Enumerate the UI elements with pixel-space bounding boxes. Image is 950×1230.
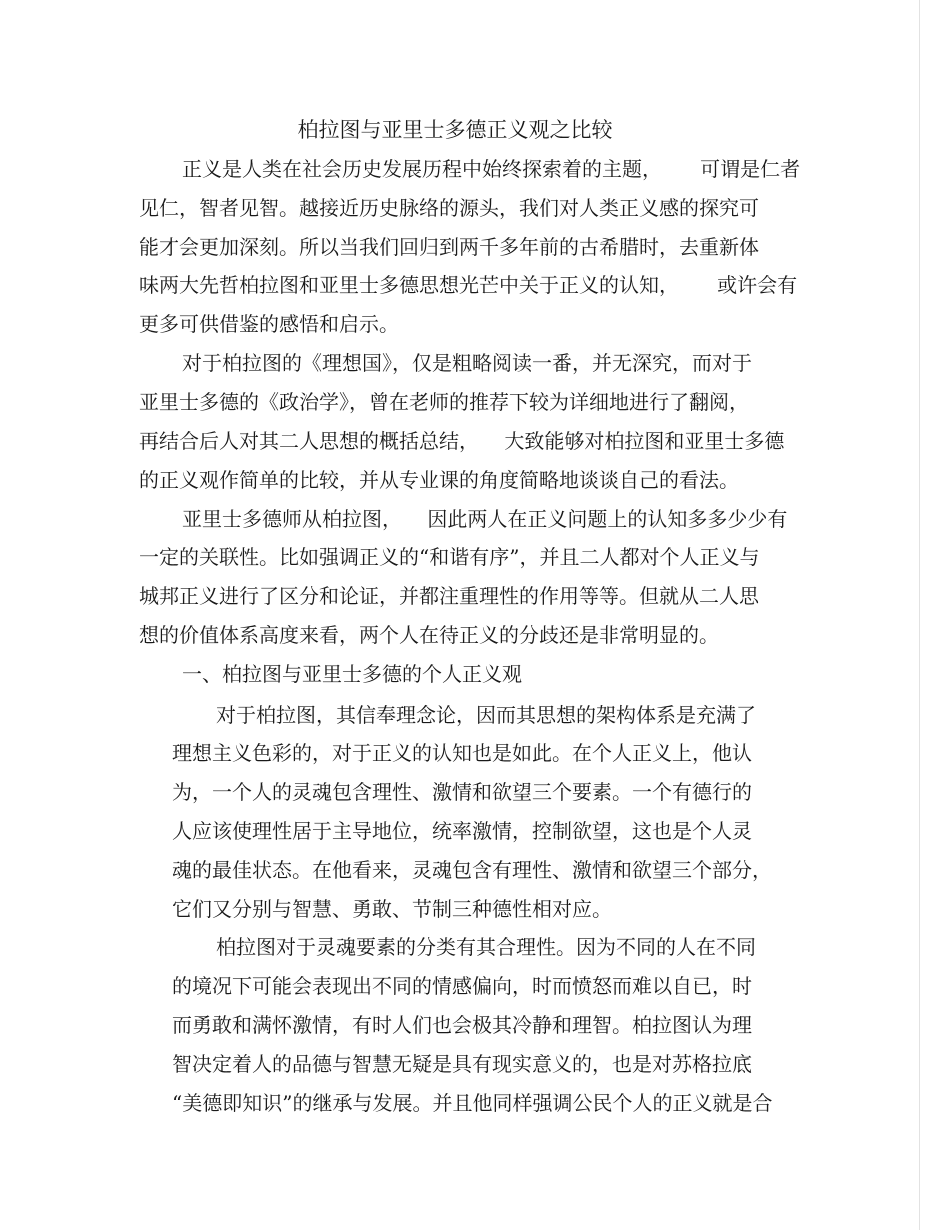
text-line: 亚里士多德师从柏拉图， 因此两人在正义问题上的认知多多少少有 <box>182 507 788 531</box>
text-line: 理想主义色彩的，对于正义的认知也是如此。在个人正义上，他认 <box>172 741 752 765</box>
text-line: 它们又分别与智慧、勇敢、节制三种德性相对应。 <box>172 897 612 921</box>
text-line: 对于柏拉图的《理想国》，仅是粗略阅读一番，并无深究，而对于 <box>182 351 752 375</box>
text-line: 人应该使理性居于主导地位，统率激情，控制欲望，这也是个人灵 <box>172 819 752 843</box>
text-line: 更多可供借鉴的感悟和启示。 <box>139 312 399 336</box>
text-line: 的正义观作简单的比较，并从专业课的角度简略地谈谈自己的看法。 <box>139 468 739 492</box>
text-line: 正义是人类在社会历史发展历程中始终探索着的主题， 可谓是仁者 <box>182 157 801 181</box>
text-line: 魂的最佳状态。在他看来，灵魂包含有理性、激情和欲望三个部分， <box>172 858 772 882</box>
page-right-edge <box>919 0 920 1230</box>
text-line: 智决定着人的品德与智慧无疑是具有现实意义的，也是对苏格拉底 <box>172 1052 752 1076</box>
document-title: 柏拉图与亚里士多德正义观之比较 <box>297 118 613 142</box>
text-line: 柏拉图对于灵魂要素的分类有其合理性。因为不同的人在不同 <box>216 935 756 959</box>
text-line: 味两大先哲柏拉图和亚里士多德思想光芒中关于正义的认知， 或许会有 <box>139 273 798 297</box>
text-line: 一定的关联性。比如强调正义的“和谐有序”，并且二人都对个人正义与 <box>139 545 760 569</box>
text-line: 亚里士多德的《政治学》，曾在老师的推荐下较为详细地进行了翻阅， <box>139 390 749 414</box>
text-line: 而勇敢和满怀激情，有时人们也会极其冷静和理智。柏拉图认为理 <box>172 1013 752 1037</box>
text-line: 能才会更加深刻。所以当我们回归到两千多年前的古希腊时，去重新体 <box>139 235 759 259</box>
text-line: 对于柏拉图，其信奉理念论，因而其思想的架构体系是充满了 <box>216 703 756 727</box>
text-line: 为，一个人的灵魂包含理性、激情和欲望三个要素。一个有德行的 <box>172 780 752 804</box>
section-heading: 一、柏拉图与亚里士多德的个人正义观 <box>182 662 522 686</box>
text-line: 城邦正义进行了区分和论证，并都注重理性的作用等等。但就从二人思 <box>139 584 759 608</box>
text-line: 再结合后人对其二人思想的概括总结， 大致能够对柏拉图和亚里士多德 <box>139 429 785 453</box>
text-line: 的境况下可能会表现出不同的情感偏向，时而愤怒而难以自已，时 <box>172 974 752 998</box>
text-line: 想的价值体系高度来看，两个人在待正义的分歧还是非常明显的。 <box>139 623 719 647</box>
text-line: “美德即知识”的继承与发展。并且他同样强调公民个人的正义就是合 <box>172 1091 773 1115</box>
text-line: 见仁，智者见智。越接近历史脉络的源头，我们对人类正义感的探究可 <box>139 196 759 220</box>
